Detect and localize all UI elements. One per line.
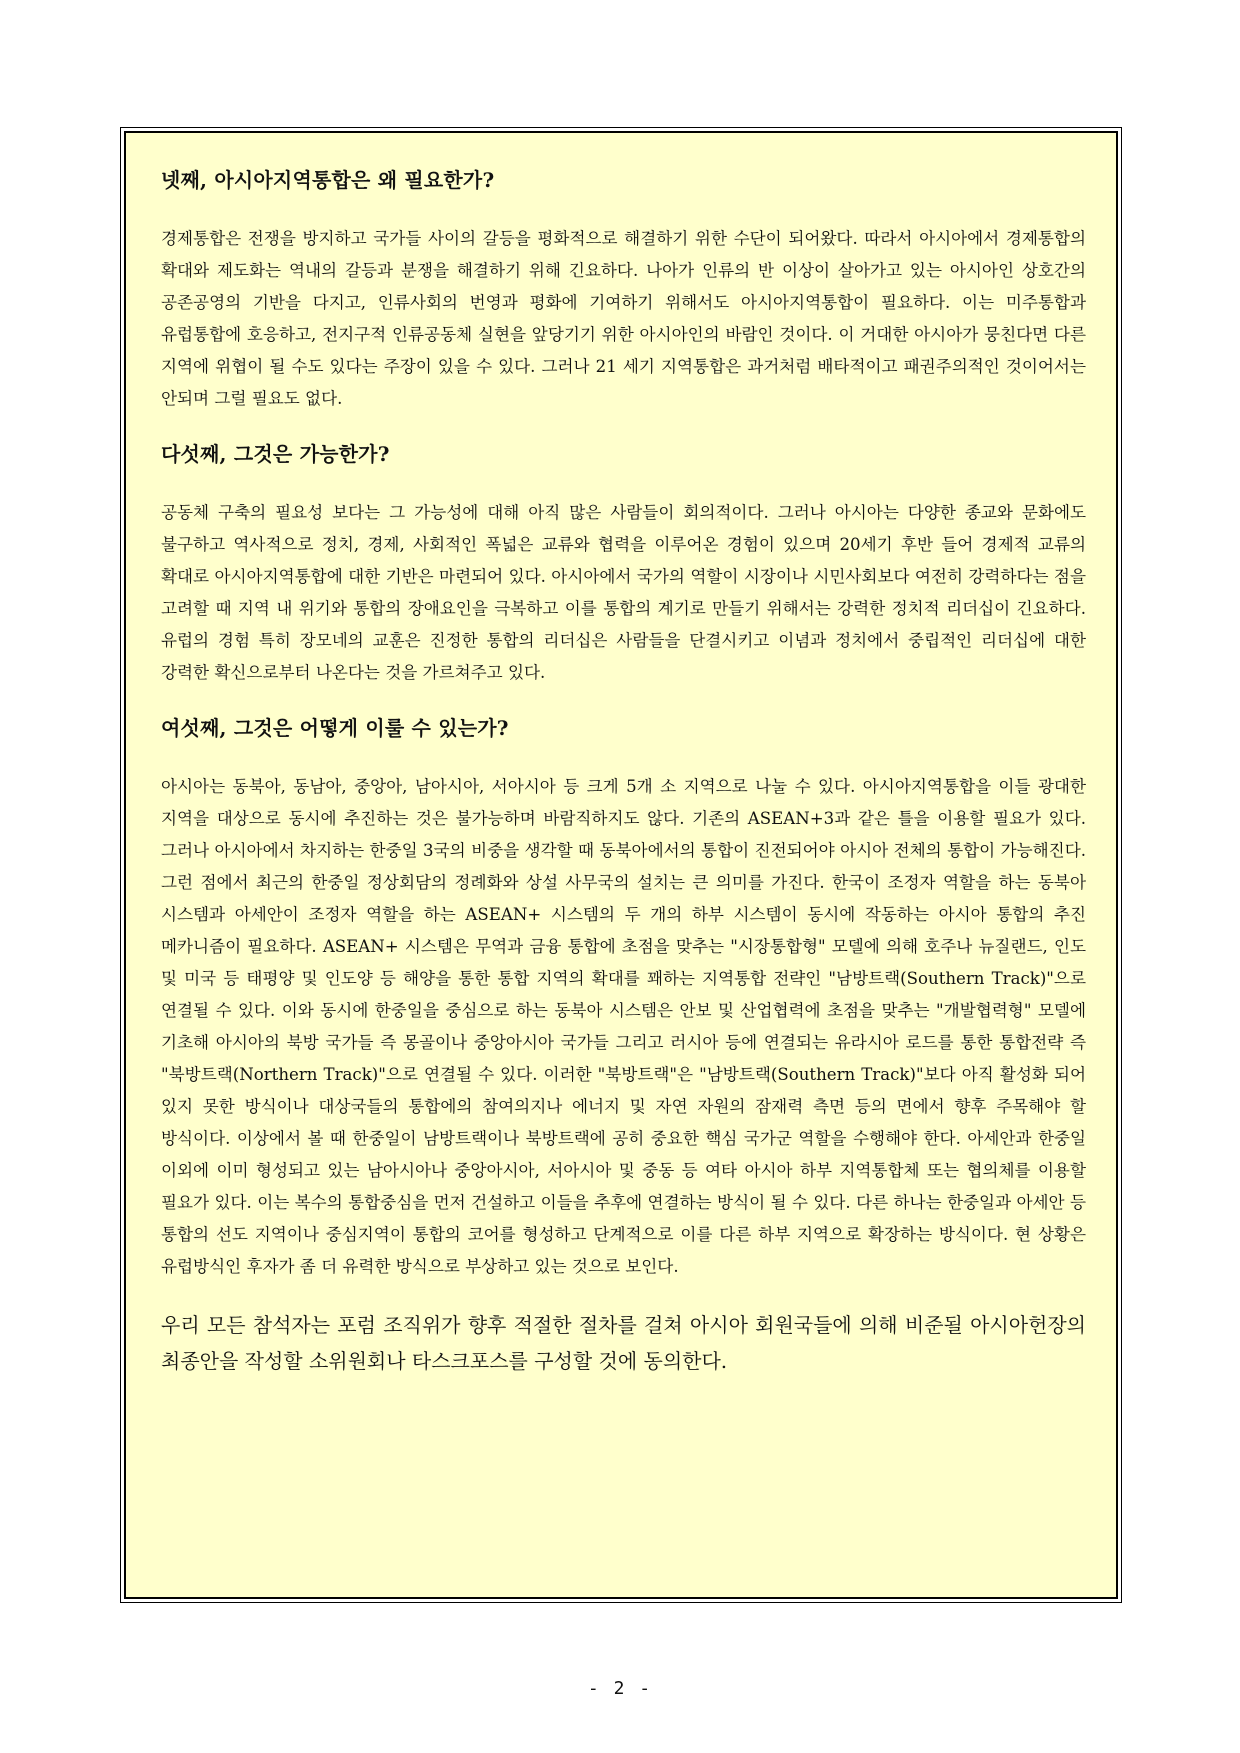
closing-statement: 우리 모든 참석자는 포럼 조직위가 향후 적절한 절차를 걸쳐 아시아 회원국들에 의해 비준될 아시아헌장의 최종안을 작성할 소위원회나 타스크포스를 구성할 것에 동의한다. [161, 1313, 1086, 1373]
section-fifth [161, 439, 1086, 689]
highlight-box [124, 131, 1118, 1599]
section-fourth [161, 165, 1086, 415]
section-heading: 여섯째, 그것은 어떻게 이룰 수 있는가? [161, 716, 509, 740]
section-sixth [161, 713, 1086, 1283]
section-paragraph: 공동체 구축의 필요성 보다는 그 가능성에 대해 아직 많은 사람들이 회의적이다. 그러나 아시아는 다양한 종교와 문화에도 불구하고 역사적으로 정치, 경제, 사회적인 폭넓은 교류와 협력을 이루어온 경험이 있으며 20세기 후반 들어 경제적 교류의 확대로 아시아지역통합에 대한 기반은 마련되어 있다. 아시아에서 국가의 역할이 시장이나 시민사회보다 여전히 강력하다는 점을 고려할 때 지역 내 위기와 통합의 장애요인을 극복하고 이를 통합의 계기로 만들기 위해서는 강력한 정치적 리더십이 긴요하다. 유럽의 경험 특히 장모네의 교훈은 진정한 통합의 리더십은 사람들을 단결시키고 이념과 정치에서 중립적인 리더십에 대한 강력한 확신으로부터 나온다는 것을 가르쳐주고 있다. [161, 503, 1086, 682]
section-paragraph: 아시아는 동북아, 동남아, 중앙아, 남아시아, 서아시아 등 크게 5개 소 지역으로 나눌 수 있다. 아시아지역통합을 이들 광대한 지역을 대상으로 동시에 추진하는 것은 불가능하며 바람직하지도 않다. 기존의 ASEAN+3과 같은 틀을 이용할 필요가 있다. 그러나 아시아에서 차지하는 한중일 3국의 비중을 생각할 때 동북아에서의 통합이 진전되어야 아시아 전체의 통합이 가능해진다. 그런 점에서 최근의 한중일 정상회담의 정례화와 상설 사무국의 설치는 큰 의미를 가진다. 한국이 조정자 역할을 하는 동북아 시스템과 아세안이 조정자 역할을 하는 ASEAN+ 시스템의 두 개의 하부 시스템이 동시에 작동하는 아시아 통합의 추진 메카니즘이 필요하다. ASEAN+ 시스템은 무역과 금융 통합에 초점을 맞추는 "시장통합형" 모델에 의해 호주나 뉴질랜드, 인도 및 미국 등 태평양 및 인도양 등 해양을 통한 통합 지역의 확대를 꽤하는 지역통합 전략인 "남방트랙(Southern Track)"으로 연결될 수 있다. 이와 동시에 한중일을 중심으로 하는 동북아 시스템은 안보 및 산업협력에 초점을 맞추는 "개발협력형" 모델에 기초해 아시아의 북방 국가들 즉 몽골이나 중앙아시아 국가들 그리고 러시아 등에 연결되는 유라시아 로드를 통한 통합전략 즉 "북방트랙(Northern Track)"으로 연결될 수 있다. 이러한 "북방트랙"은 "남방트랙(Southern Track)"보다 아직 활성화 되어 있지 못한 방식이나 대상국들의 통합에의 참여의지나 에너지 및 자연 자원의 잠재력 측면 등의 면에서 향후 주목해야 할 방식이다. 이상에서 볼 때 한중일이 남방트랙이나 북방트랙에 공히 중요한 핵심 국가군 역할을 수행해야 한다. 아세안과 한중일 이외에 이미 형성되고 있는 남아시아나 중앙아시아, 서아시아 및 중동 등 여타 아시아 하부 지역통합체 또는 협의체를 이용할 필요가 있다. 이는 복수의 통합중심을 먼저 건설하고 이들을 추후에 연결하는 방식이 될 수 있다. 다른 하나는 한중일과 아세안 등 통합의 선도 지역이나 중심지역이 통합의 코어를 형성하고 단계적으로 이를 다른 하부 지역으로 확장하는 방식이다. 현 상황은 유럽방식인 후자가 좀 더 유력한 방식으로 부상하고 있는 것으로 보인다. [161, 777, 1086, 1276]
section-heading: 다섯째, 그것은 가능한가? [161, 442, 390, 466]
section-paragraph: 경제통합은 전쟁을 방지하고 국가들 사이의 갈등을 평화적으로 해결하기 위한 수단이 되어왔다. 따라서 아시아에서 경제통합의 확대와 제도화는 역내의 갈등과 분쟁을 해결하기 위해 긴요하다. 나아가 인류의 반 이상이 살아가고 있는 아시아인 상호간의 공존공영의 기반을 다지고, 인류사회의 번영과 평화에 기여하기 위해서도 아시아지역통합이 필요하다. 이는 미주통합과 유럽통합에 호응하고, 전지구적 인류공동체 실현을 앞당기기 위한 아시아인의 바람인 것이다. 이 거대한 아시아가 뭉친다면 다른 지역에 위협이 될 수도 있다는 주장이 있을 수 있다. 그러나 21 세기 지역통합은 과거처럼 배타적이고 패권주의적인 것이어서는 안되며 그럴 필요도 없다. [161, 229, 1086, 408]
content-frame [120, 127, 1122, 1603]
section-heading: 넷째, 아시아지역통합은 왜 필요한가? [161, 168, 495, 192]
page-number: - 2 - [587, 1678, 653, 1699]
